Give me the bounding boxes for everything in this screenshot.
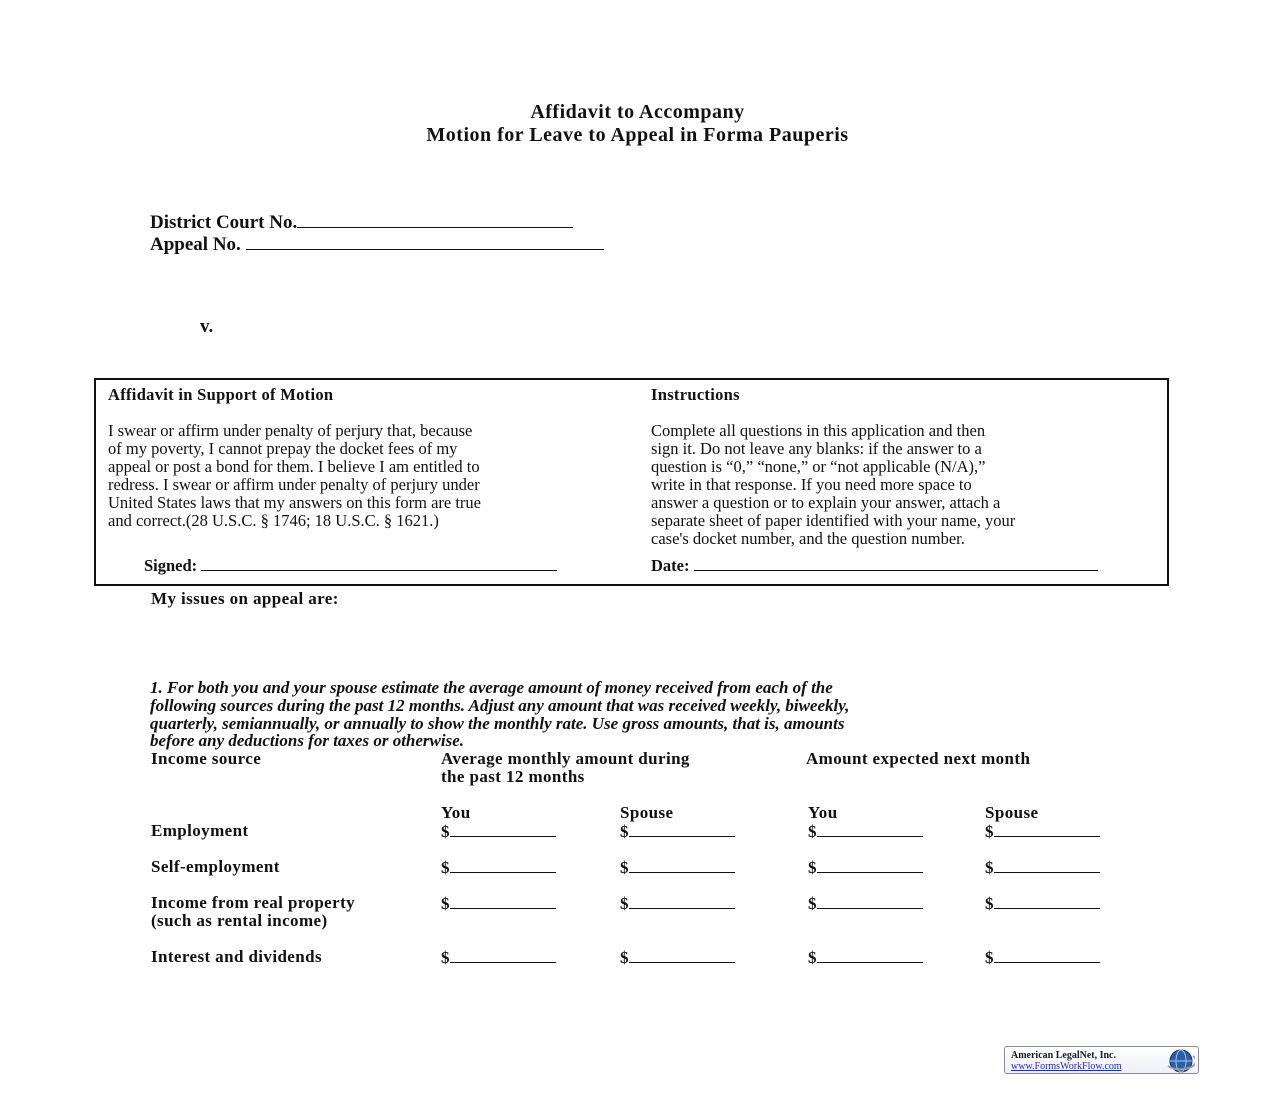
expected-next-month-header: Amount expected next month — [806, 749, 1031, 768]
amount-field[interactable]: $ — [620, 858, 735, 877]
expected-you-header: You — [808, 803, 838, 822]
appeal-number-field[interactable] — [246, 235, 604, 250]
expected-spouse-header: Spouse — [985, 803, 1039, 822]
amount-field[interactable]: $ — [441, 894, 556, 913]
avg-spouse-header: Spouse — [620, 803, 674, 822]
appeal-number-label: Appeal No. — [150, 234, 241, 255]
income-row-label: Income from real property — [151, 893, 356, 912]
date-field[interactable] — [694, 556, 1098, 571]
question-1-text: 1. For both you and your spouse estimate the average amount of money received from each of the following sources during the past 12 months. Adjust any amount that was received weekly, biweekly, quarterly, semiannually, or annually to show the monthly rate. Use gross amounts, that is, amounts before any deductions for taxes or otherwise. — [150, 678, 850, 751]
date-row — [651, 556, 1098, 575]
affidavit-support-text: I swear or affirm under penalty of perjury that, because of my poverty, I cannot prepay the docket fees of my appeal or post a bond for them. I believe I am entitled to redress. I swear or affirm under penalty of perjury under United States laws that my answers on this form are true and correct.(28 U.S.C. § 1746; 18 U.S.C. § 1621.) — [108, 421, 481, 530]
income-source-header: Income source — [151, 749, 262, 768]
form-title-line2: Motion for Leave to Appeal in Forma Pauperis — [426, 124, 849, 146]
affidavit-box — [94, 378, 1169, 586]
avg-monthly-header-line1: Average monthly amount during — [441, 749, 690, 768]
income-row-label: Interest and dividends — [151, 947, 322, 966]
signature-field[interactable] — [201, 556, 557, 571]
amount-field[interactable]: $ — [620, 894, 735, 913]
amount-field[interactable]: $ — [985, 858, 1100, 877]
district-court-label: District Court No. — [150, 212, 298, 233]
income-row-sublabel: (such as rental income) — [151, 911, 328, 930]
instructions-text: Complete all questions in this application and then sign it. Do not leave any blanks: if the answer to a question is “0,” “none,” or “not applicable (N/A),” write in that response. If you need more space to answer a question or to explain your answer, attach a separate sheet of paper identified with your name, your case's docket number, and the question number. — [651, 421, 1016, 548]
globe-icon — [1165, 1048, 1195, 1074]
amount-field[interactable]: $ — [620, 948, 735, 967]
avg-monthly-header-line2: the past 12 months — [441, 767, 585, 786]
instructions-heading: Instructions — [651, 385, 740, 404]
amount-field[interactable]: $ — [808, 858, 923, 877]
form-title-line1: Affidavit to Accompany — [530, 101, 745, 123]
district-court-number-row — [150, 212, 573, 234]
income-row-label: Employment — [151, 821, 249, 840]
income-row-label: Self-employment — [151, 857, 280, 876]
amount-field[interactable]: $ — [985, 822, 1100, 841]
logo-url-link[interactable]: www.FormsWorkFlow.com — [1011, 1061, 1122, 1072]
affidavit-support-column — [108, 386, 640, 582]
amount-field[interactable]: $ — [808, 822, 923, 841]
instructions-column — [651, 386, 1166, 582]
versus-label: v. — [200, 316, 214, 337]
avg-you-header: You — [441, 803, 471, 822]
american-legalnet-logo[interactable] — [1004, 1046, 1199, 1074]
date-label: Date: — [651, 556, 690, 575]
amount-field[interactable]: $ — [808, 948, 923, 967]
amount-field[interactable]: $ — [441, 822, 556, 841]
issues-on-appeal-label: My issues on appeal are: — [151, 589, 339, 608]
appeal-number-row — [150, 234, 604, 256]
affidavit-support-heading: Affidavit in Support of Motion — [108, 385, 334, 404]
signed-row — [144, 556, 557, 575]
amount-field[interactable]: $ — [808, 894, 923, 913]
amount-field[interactable]: $ — [620, 822, 735, 841]
logo-company-name: American LegalNet, Inc. — [1011, 1050, 1116, 1061]
amount-field[interactable]: $ — [985, 948, 1100, 967]
amount-field[interactable]: $ — [441, 948, 556, 967]
amount-field[interactable]: $ — [985, 894, 1100, 913]
district-court-number-field[interactable] — [297, 213, 573, 228]
signed-label: Signed: — [144, 556, 198, 575]
amount-field[interactable]: $ — [441, 858, 556, 877]
